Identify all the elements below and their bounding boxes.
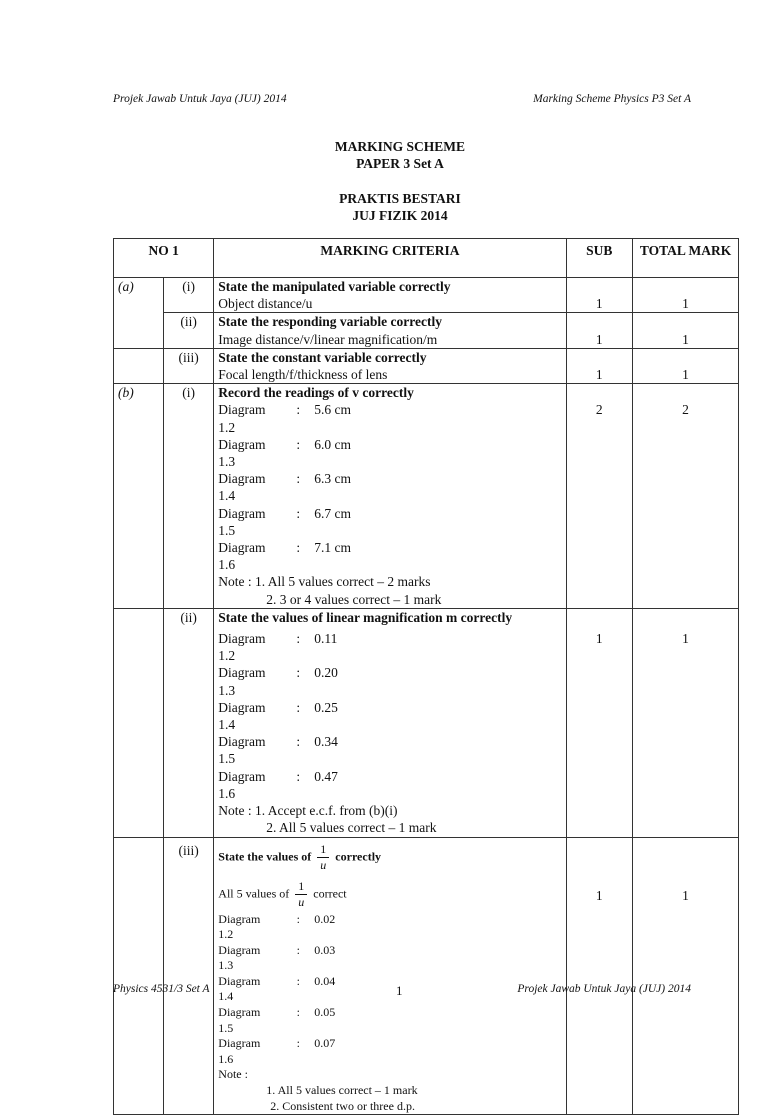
title-paper: PAPER 3 Set A (356, 156, 444, 171)
separator-colon: : (296, 768, 301, 784)
diagram-row (218, 943, 561, 974)
title-post: correctly (335, 848, 382, 863)
diagram-row (218, 505, 561, 539)
note-label: Note : (218, 1067, 248, 1082)
diagram-label: Diagram 1.4 (218, 699, 266, 733)
all-pre: All 5 values of (218, 885, 290, 900)
header-sub: SUB (566, 239, 633, 278)
note-line-1: 1. All 5 values correct – 1 mark (266, 1083, 418, 1098)
diagram-label: Diagram 1.4 (218, 471, 266, 504)
sub-mark: 1 (566, 313, 633, 348)
diagram-value: 0.20 (314, 665, 338, 681)
diagram-value: 0.03 (314, 942, 336, 957)
fraction-denominator: u (298, 894, 305, 909)
part-label-a: (a) (114, 278, 164, 349)
table-row (114, 348, 739, 383)
diagram-value: 6.7 cm (314, 505, 352, 521)
table-row (114, 278, 739, 313)
note-line-1: Note : 1. Accept e.c.f. from (b)(i) (218, 803, 398, 819)
title-block-2 (0, 190, 768, 224)
separator-colon: : (296, 665, 301, 681)
table-row (114, 608, 739, 837)
footer-left: Physics 4531/3 Set A (113, 983, 210, 995)
total-mark: 1 (633, 278, 739, 313)
header-left: Projek Jawab Untuk Jaya (JUJ) 2014 (113, 93, 287, 105)
all-values-line (218, 879, 561, 910)
header-total: TOTAL MARK (633, 239, 739, 278)
table-row (114, 313, 739, 348)
header-right: Marking Scheme Physics P3 Set A (533, 93, 691, 105)
sub-num: (ii) (163, 608, 213, 837)
criteria-title: State the values of linear magnification m correctly (218, 609, 513, 625)
diagram-label: Diagram 1.6 (218, 1036, 261, 1066)
table-row (114, 384, 739, 609)
diagram-values (218, 630, 561, 802)
sub-mark: 1 (566, 608, 633, 837)
diagram-label: Diagram 1.3 (218, 436, 266, 470)
part-label-empty (114, 348, 164, 383)
page-number: 1 (396, 983, 403, 998)
header-no: NO 1 (114, 239, 214, 278)
separator-colon: : (296, 402, 301, 418)
diagram-row (218, 974, 561, 1005)
separator-colon: : (296, 1036, 300, 1051)
criteria-cell (214, 278, 566, 313)
diagram-row (218, 664, 561, 698)
diagram-row (218, 436, 561, 470)
diagram-label: Diagram 1.5 (218, 505, 266, 538)
diagram-values (218, 912, 561, 1068)
title-juj: JUJ FIZIK 2014 (352, 208, 448, 223)
footer-right: Projek Jawab Untuk Jaya (JUJ) 2014 (517, 983, 691, 995)
part-label-empty (114, 837, 164, 1115)
diagram-row (218, 1036, 561, 1067)
diagram-value: 0.07 (314, 1036, 336, 1051)
diagram-label: Diagram 1.2 (218, 911, 261, 942)
note-line-2: 2. Consistent two or three d.p. (270, 1098, 415, 1113)
note-line-2: 2. All 5 values correct – 1 mark (266, 820, 437, 836)
separator-colon: : (296, 631, 301, 647)
all-post: correct (313, 885, 347, 900)
diagram-label: Diagram 1.5 (218, 1005, 261, 1035)
part-label-empty (114, 608, 164, 837)
diagram-label: Diagram 1.3 (218, 665, 266, 698)
criteria-title: State the responding variable correctly (218, 314, 443, 330)
diagram-row (218, 912, 561, 943)
diagram-row (218, 470, 561, 504)
criteria-cell (214, 313, 566, 348)
criteria-cell (214, 837, 566, 1115)
diagram-value: 5.6 cm (314, 402, 352, 418)
sub-num: (i) (163, 384, 213, 609)
separator-colon: : (296, 911, 300, 926)
separator-colon: : (296, 734, 301, 750)
diagram-row (218, 733, 561, 767)
sub-mark: 1 (566, 837, 633, 1115)
sub-mark: 2 (566, 384, 633, 609)
criteria-title: Record the readings of v correctly (218, 385, 414, 401)
diagram-label: Diagram 1.2 (218, 402, 266, 435)
criteria-title (218, 842, 561, 873)
diagram-value: 0.11 (314, 631, 338, 647)
diagram-row (218, 768, 561, 802)
criteria-cell (214, 608, 566, 837)
criteria-cell (214, 348, 566, 383)
fraction-one-over-u (317, 842, 329, 873)
diagram-values (218, 401, 561, 573)
diagram-label: Diagram 1.5 (218, 734, 266, 767)
diagram-label: Diagram 1.6 (218, 768, 266, 801)
header-criteria: MARKING CRITERIA (214, 239, 566, 278)
diagram-value: 0.04 (314, 973, 336, 988)
diagram-label: Diagram 1.2 (218, 631, 266, 664)
total-mark: 1 (633, 313, 739, 348)
sub-num: (iii) (163, 837, 213, 1115)
fraction-numerator: 1 (317, 842, 329, 858)
diagram-row (218, 1005, 561, 1036)
criteria-title: State the constant variable correctly (218, 349, 427, 365)
separator-colon: : (296, 1005, 300, 1020)
note-line-2: 2. 3 or 4 values correct – 1 mark (266, 591, 442, 607)
fraction-one-over-u (295, 879, 307, 910)
diagram-label: Diagram 1.3 (218, 942, 261, 973)
criteria-answer: Image distance/v/linear magnification/m (218, 331, 438, 347)
diagram-value: 0.02 (314, 911, 336, 926)
note-line-1: Note : 1. All 5 values correct – 2 marks (218, 574, 431, 590)
sub-num: (i) (163, 278, 213, 313)
diagram-value: 0.47 (314, 768, 338, 784)
title-praktis: PRAKTIS BESTARI (339, 191, 461, 206)
diagram-value: 0.05 (314, 1005, 336, 1020)
criteria-answer: Object distance/u (218, 296, 313, 312)
title-pre: State the values of (218, 848, 312, 863)
sub-mark: 1 (566, 348, 633, 383)
separator-colon: : (296, 540, 301, 556)
total-mark: 2 (633, 384, 739, 609)
criteria-answer: Focal length/f/thickness of lens (218, 367, 388, 383)
fraction-numerator: 1 (295, 879, 307, 895)
diagram-value: 0.34 (314, 734, 338, 750)
table-header-row (114, 239, 739, 278)
table-row (114, 837, 739, 1115)
separator-colon: : (296, 942, 300, 957)
diagram-value: 6.3 cm (314, 471, 352, 487)
fraction-denominator: u (320, 857, 327, 872)
diagram-value: 0.25 (314, 699, 338, 715)
criteria-cell (214, 384, 566, 609)
sub-num: (ii) (163, 313, 213, 348)
diagram-value: 7.1 cm (314, 540, 352, 556)
sub-mark: 1 (566, 278, 633, 313)
separator-colon: : (296, 471, 301, 487)
diagram-row (218, 630, 561, 664)
separator-colon: : (296, 699, 301, 715)
title-marking-scheme: MARKING SCHEME (334, 139, 466, 154)
title-block-1 (0, 138, 768, 172)
diagram-label: Diagram 1.4 (218, 973, 261, 1004)
total-mark: 1 (633, 348, 739, 383)
diagram-value: 6.0 cm (314, 436, 352, 452)
diagram-row (218, 401, 561, 435)
diagram-row (218, 539, 561, 573)
part-label-b: (b) (114, 384, 164, 609)
separator-colon: : (296, 436, 301, 452)
separator-colon: : (296, 973, 300, 988)
diagram-row (218, 699, 561, 733)
sub-num: (iii) (163, 348, 213, 383)
criteria-title: State the manipulated variable correctly (218, 279, 451, 294)
diagram-label: Diagram 1.6 (218, 540, 266, 573)
separator-colon: : (296, 505, 301, 521)
total-mark: 1 (633, 608, 739, 837)
total-mark: 1 (633, 837, 739, 1115)
